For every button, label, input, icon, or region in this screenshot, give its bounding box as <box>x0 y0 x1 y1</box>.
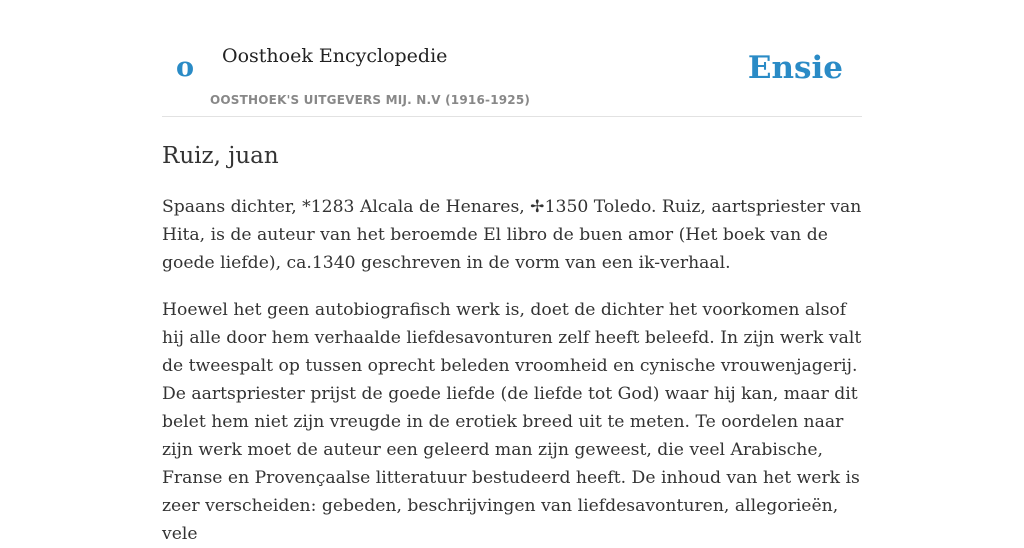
site-header <box>162 0 862 117</box>
publisher-subtitle: OOSTHOEK'S UITGEVERS MIJ. N.V (1916-1925) <box>210 93 531 107</box>
site-title[interactable]: Oosthoek Encyclopedie <box>222 45 448 67</box>
ensie-brand-link[interactable]: Ensie <box>747 50 843 86</box>
site-logo[interactable]: o <box>176 52 195 83</box>
article-title: Ruiz, juan <box>162 143 279 169</box>
article-paragraph: Hoewel het geen autobiografisch werk is, doet de dichter het voorkomen alsof hij alle door hem verhaalde liefdesavonturen zelf heeft beleefd. In zijn werk valt de tweespalt op tussen oprecht beleden vroomheid en cynische vrouwenjagerij. De aartspriester prijst de goede liefde (de liefde tot God) waar hij kan, maar dit belet hem niet zijn vreugde in de erotiek breed uit te meten. Te oordelen naar zijn werk moet de auteur een geleerd man zijn geweest, die veel Arabische, Franse en Provençaalse litteratuur bestudeerd heeft. De inhoud van het werk is zeer verscheiden: gebeden, beschrijvingen van liefdesavonturen, allegorieën, vele <box>162 300 862 544</box>
article-paragraph: Spaans dichter, *1283 Alcala de Henares, ✢1350 Toledo. Ruiz, aartspriester van Hita, is de auteur van het beroemde El libro de buen amor (Het boek van de goede liefde), ca.1340 geschreven in de vorm van een ik-verhaal. <box>162 197 862 273</box>
page-container <box>162 0 862 548</box>
